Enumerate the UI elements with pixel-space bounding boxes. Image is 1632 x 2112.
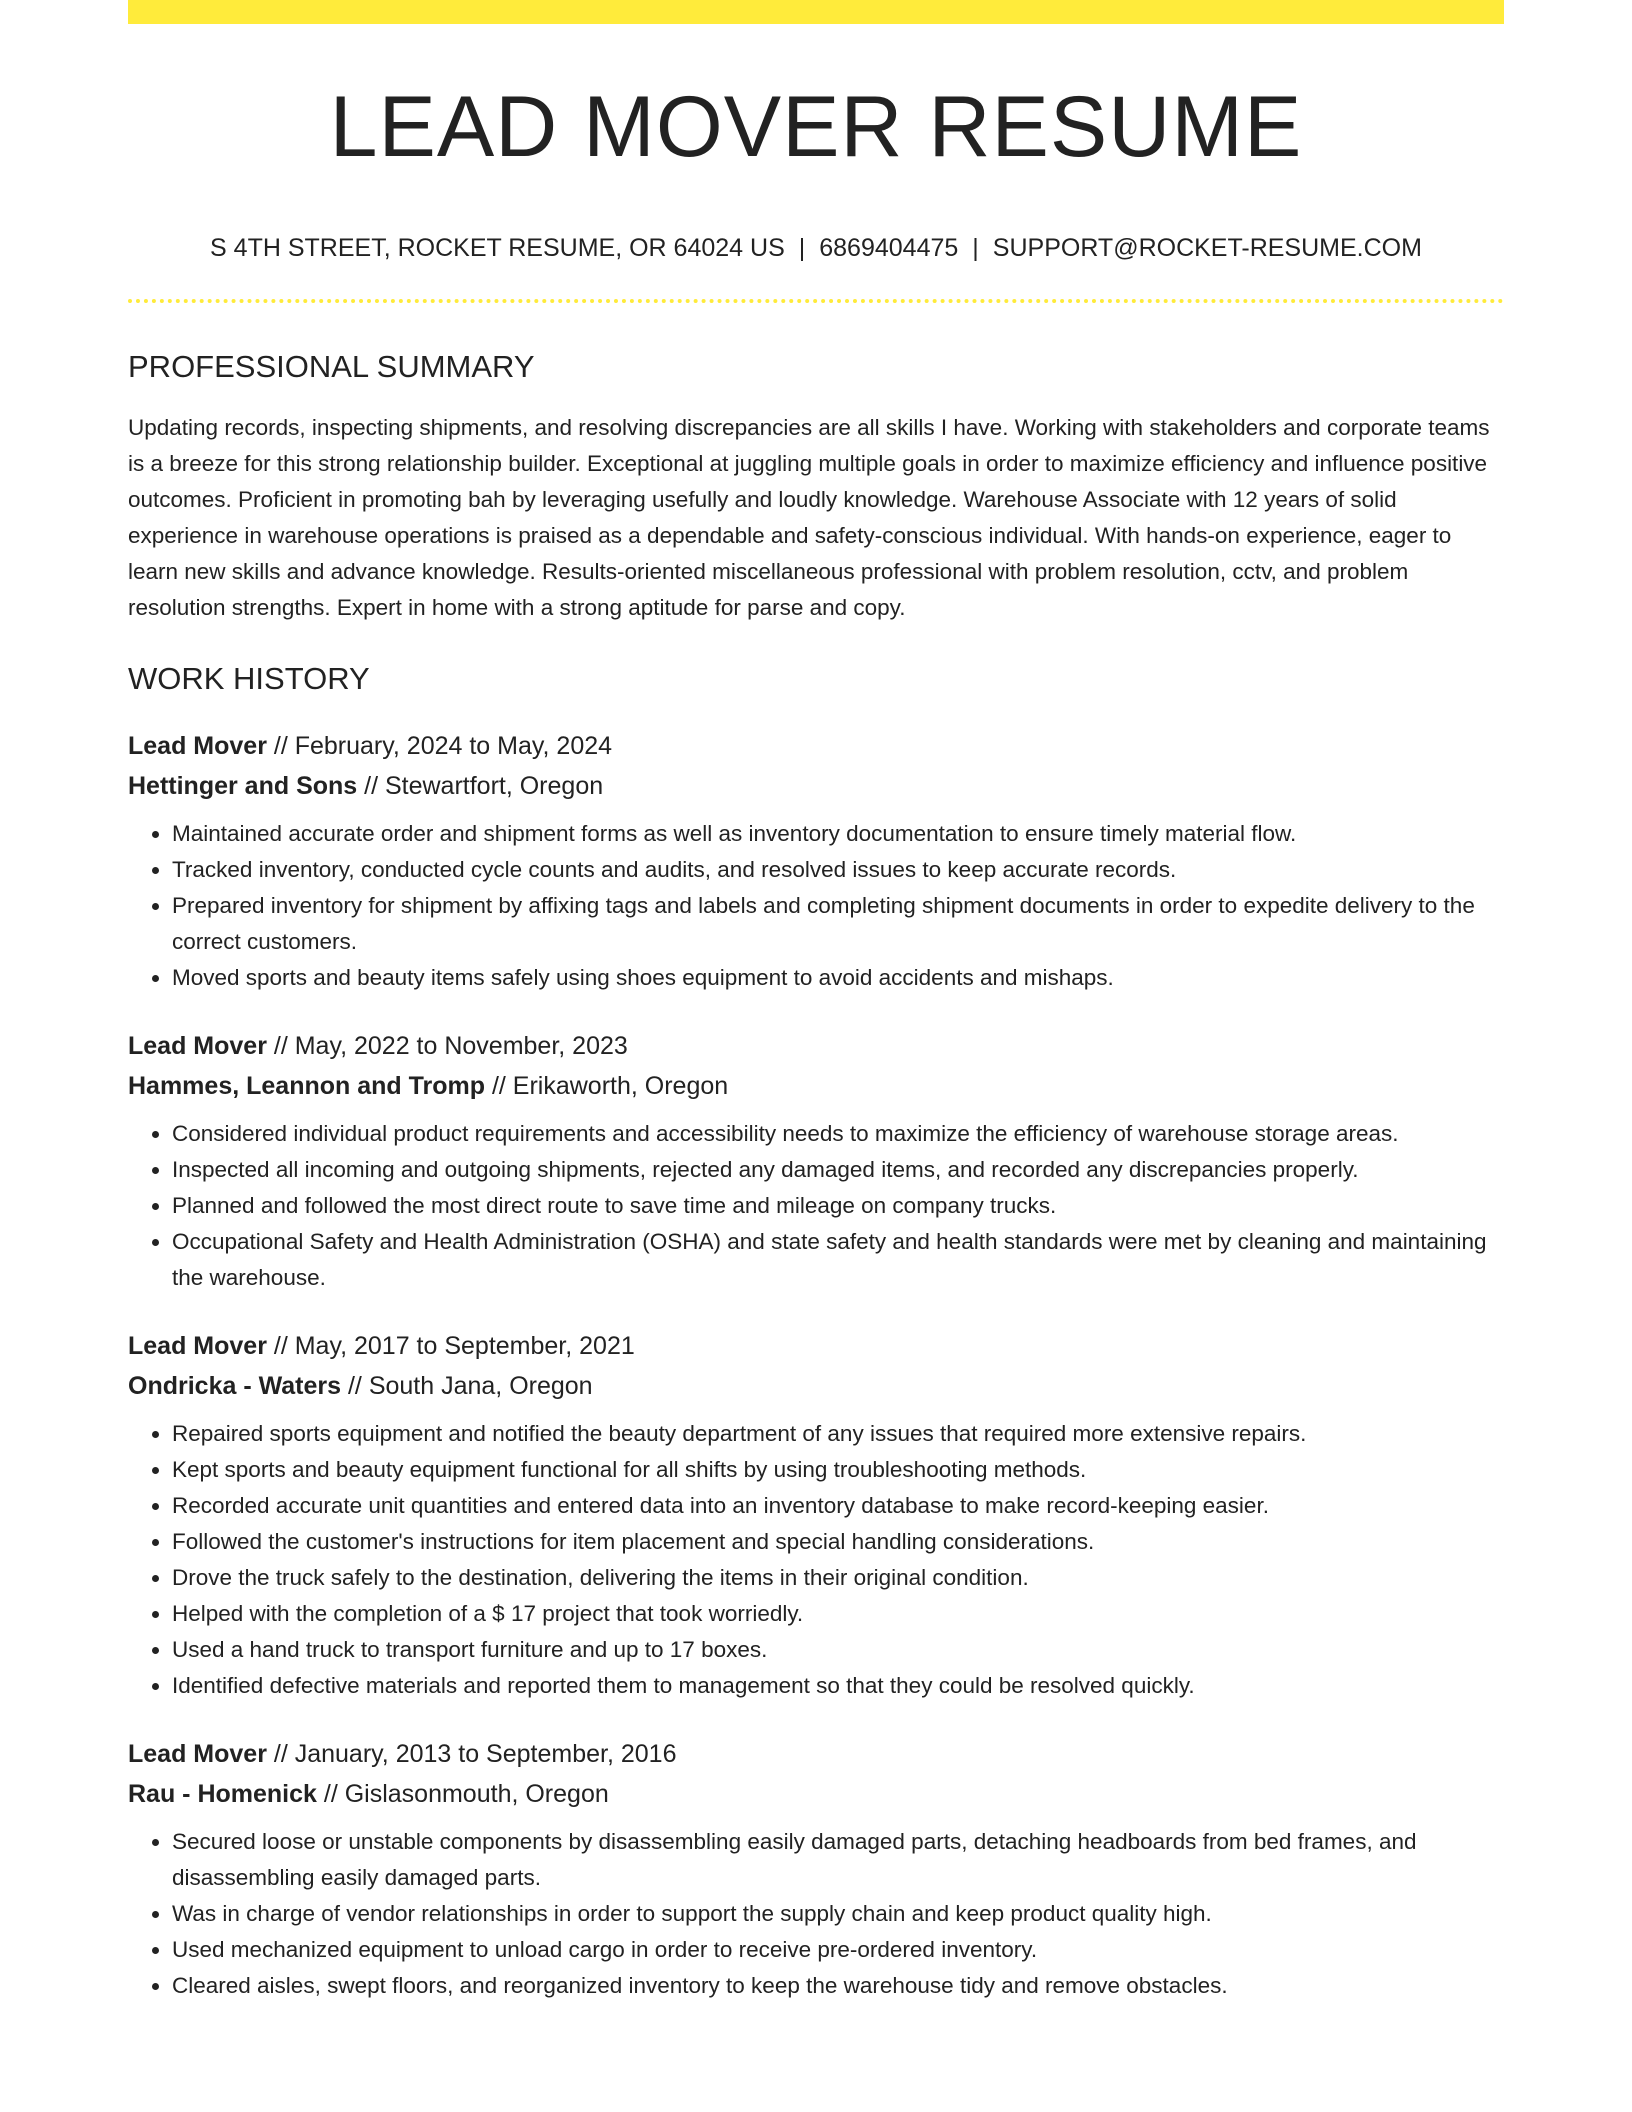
job-dates: // January, 2013 to September, 2016 <box>266 1740 677 1768</box>
address: S 4TH STREET, ROCKET RESUME, OR 64024 US <box>210 234 785 262</box>
bullet-item: • Moved sports and beauty items safely using shoes equipment to avoid accidents and mishaps. <box>172 960 1504 996</box>
job-company: Ondricka - Waters <box>128 1372 342 1400</box>
bullet-item: • Tracked inventory, conducted cycle counts and audits, and resolved issues to keep accurate records. <box>172 852 1504 888</box>
bullet-item: • Followed the customer's instructions for item placement and special handling considerations. <box>172 1524 1504 1560</box>
job-company: Hammes, Leannon and Tromp <box>128 1072 486 1100</box>
bullet-item: • Identified defective materials and reported them to management so that they could be resolved quickly. <box>172 1668 1504 1704</box>
job-company-line <box>128 1774 1504 1814</box>
summary-heading: PROFESSIONAL SUMMARY <box>128 349 535 384</box>
job-title-line <box>128 726 1504 766</box>
job-company-line <box>128 1066 1504 1106</box>
bullet-item: • Considered individual product requirements and accessibility needs to maximize the efficiency of warehouse storage areas. <box>172 1116 1504 1152</box>
job-entry <box>128 1326 1504 1704</box>
dotted-divider <box>128 299 1504 303</box>
bullet-item: • Prepared inventory for shipment by affixing tags and labels and completing shipment documents in order to expedite delivery to the correct customers. <box>172 888 1504 960</box>
job-location: // Stewartfort, Oregon <box>357 772 604 800</box>
bullet-item: • Cleared aisles, swept floors, and reorganized inventory to keep the warehouse tidy and remove obstacles. <box>172 1968 1504 2004</box>
bullet-item: • Helped with the completion of a $ 17 project that took worriedly. <box>172 1596 1504 1632</box>
job-company-line <box>128 1366 1504 1406</box>
email: SUPPORT@ROCKET-RESUME.COM <box>992 234 1422 262</box>
job-company-line <box>128 766 1504 806</box>
job-title-line <box>128 1026 1504 1066</box>
job-title: Lead Mover <box>128 732 267 760</box>
bullet-item: • Used a hand truck to transport furniture and up to 17 boxes. <box>172 1632 1504 1668</box>
job-location: // South Jana, Oregon <box>341 1372 593 1400</box>
job-bullets <box>128 1824 1504 2004</box>
contact-separator: | <box>798 234 806 262</box>
bullet-item: • Recorded accurate unit quantities and entered data into an inventory database to make record-keeping easier. <box>172 1488 1504 1524</box>
bullet-item: • Drove the truck safely to the destination, delivering the items in their original condition. <box>172 1560 1504 1596</box>
job-dates: // February, 2024 to May, 2024 <box>266 732 613 760</box>
job-bullets <box>128 1116 1504 1296</box>
bullet-item: • Repaired sports equipment and notified the beauty department of any issues that required more extensive repairs. <box>172 1416 1504 1452</box>
contact-separator: | <box>972 234 979 262</box>
job-location: // Gislasonmouth, Oregon <box>316 1780 609 1808</box>
job-entry <box>128 726 1504 996</box>
job-entry <box>128 1734 1504 2004</box>
job-location: // Erikaworth, Oregon <box>485 1072 729 1100</box>
job-title-line <box>128 1734 1504 1774</box>
bullet-item: • Secured loose or unstable components by disassembling easily damaged parts, detaching headboards from bed frames, and disassembling easily damaged parts. <box>172 1824 1504 1896</box>
top-accent-bar <box>128 0 1504 24</box>
job-title: Lead Mover <box>128 1332 267 1360</box>
job-company: Rau - Homenick <box>128 1780 317 1808</box>
bullet-item: • Used mechanized equipment to unload cargo in order to receive pre-ordered inventory. <box>172 1932 1504 1968</box>
job-bullets <box>128 1416 1504 1704</box>
phone: 6869404475 <box>819 234 959 262</box>
bullet-item: • Maintained accurate order and shipment forms as well as inventory documentation to ensure timely material flow. <box>172 816 1504 852</box>
job-bullets <box>128 816 1504 996</box>
bullet-item: • Was in charge of vendor relationships in order to support the supply chain and keep product quality high. <box>172 1896 1504 1932</box>
job-company: Hettinger and Sons <box>128 772 358 800</box>
bullet-item: • Planned and followed the most direct route to save time and mileage on company trucks. <box>172 1188 1504 1224</box>
resume-page <box>128 0 1504 2004</box>
job-entry <box>128 1026 1504 1296</box>
bullet-item: • Kept sports and beauty equipment functional for all shifts by using troubleshooting methods. <box>172 1452 1504 1488</box>
job-dates: // May, 2017 to September, 2021 <box>266 1332 635 1360</box>
resume-title: LEAD MOVER RESUME <box>329 79 1303 175</box>
job-title: Lead Mover <box>128 1032 267 1060</box>
summary-text: Updating records, inspecting shipments, and resolving discrepancies are all skills I have. Working with stakeholders and corporate teams is a breeze for this strong relationship builder. Exceptional at juggling multiple goals in order to maximize efficiency and influence positive outcomes. Proficient in promoting bah by leveraging usefully and loudly knowledge. Warehouse Associate with 12 years of solid experience in warehouse operations is praised as a dependable and safety-conscious individual. With hands-on experience, eager to learn new skills and advance knowledge. Results-oriented miscellaneous professional with problem resolution, cctv, and problem resolution strengths. Expert in home with a strong aptitude for parse and copy. <box>128 415 1490 620</box>
job-dates: // May, 2022 to November, 2023 <box>266 1032 628 1060</box>
job-title-line <box>128 1326 1504 1366</box>
bullet-item: • Occupational Safety and Health Administration (OSHA) and state safety and health standards were met by cleaning and maintaining the warehouse. <box>172 1224 1504 1296</box>
contact-line <box>128 236 1504 261</box>
bullet-item: • Inspected all incoming and outgoing shipments, rejected any damaged items, and recorded any discrepancies properly. <box>172 1152 1504 1188</box>
job-title: Lead Mover <box>128 1740 267 1768</box>
work-history-heading: WORK HISTORY <box>128 661 370 696</box>
